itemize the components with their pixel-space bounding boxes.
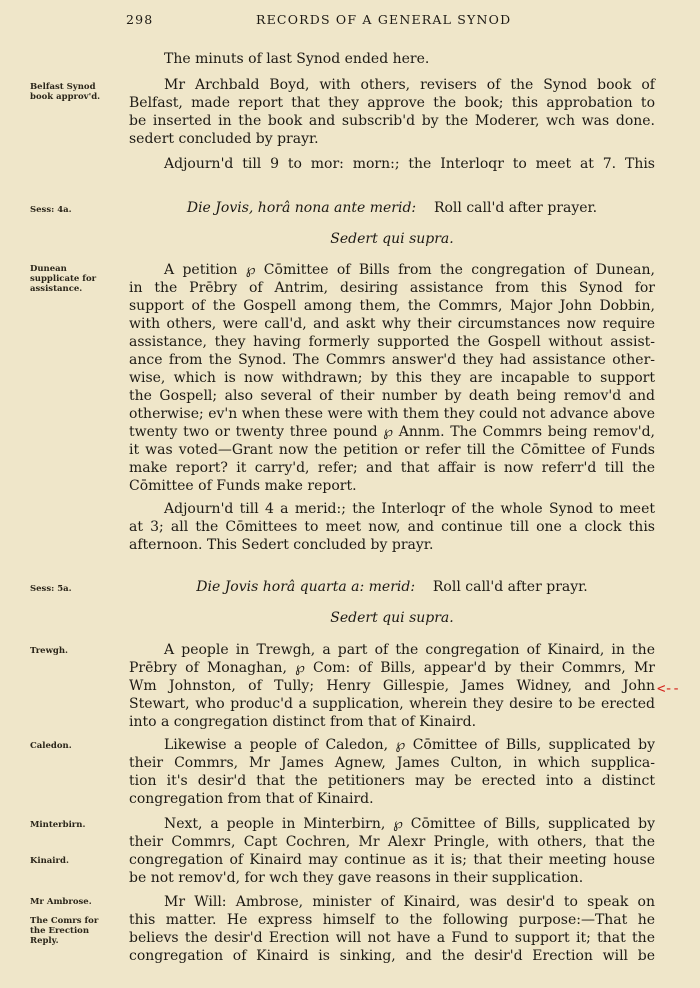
text-line: A people in Trewgh, a part of the congregation of Kinaird, in the	[164, 642, 655, 658]
text-line: Cōmittee of Funds make report.	[129, 478, 357, 494]
red-arrow-annotation: <--	[657, 681, 680, 697]
text-line: Adjourn'd till 4 a merid:; the Interloqr of the whole Synod to meet	[164, 501, 655, 517]
sederunt-heading	[129, 609, 655, 627]
session-heading-roll: Roll call'd after prayer.	[433, 200, 598, 216]
page-number: 298	[126, 12, 154, 27]
text-line: congregation of Kinaird is sinking, and the desir'd Erection will be	[129, 948, 655, 964]
session-heading-latin: Die Jovis, horâ nona ante merid:	[186, 200, 417, 216]
sederunt-text: Sedert qui supra.	[330, 610, 454, 626]
margin-note-sess4: Sess: 4a.	[30, 205, 72, 215]
text-line: twenty two or twenty three pound ℘ Annm. The Commrs being remov'd,	[129, 424, 655, 440]
text-line: A petition ℘ Cōmittee of Bills from the congregation of Dunean,	[164, 262, 655, 278]
text-line: in the Prēbry of Antrim, desiring assistance from this Synod for	[129, 280, 655, 296]
text-line: make report? it carry'd, refer; and that affair is now referr'd till the	[129, 460, 655, 476]
text-line: assistance, they having formerly supported the Gospell without assist-	[129, 334, 655, 350]
text-line: Next, a people in Minterbirn, ℘ Cōmittee of Bills, supplicated by	[164, 816, 655, 832]
text-line: with others, were call'd, and askt why their circumstances now require	[129, 316, 655, 332]
margin-note-ambrose: Mr Ambrose.	[30, 897, 92, 907]
text-line: otherwise; ev'n when these were with them they could not advance above	[129, 406, 655, 422]
text-line: be not remov'd, for wch they gave reasons in their supplication.	[129, 870, 584, 886]
session-heading	[129, 578, 655, 596]
session-heading-roll: Roll call'd after prayr.	[432, 579, 588, 595]
sederunt-text: Sedert qui supra.	[330, 231, 454, 247]
text-line: congregation from that of Kinaird.	[129, 791, 374, 807]
session-heading	[129, 199, 655, 217]
text-line: wise, which is now withdrawn; by this they are incapable to support	[129, 370, 655, 386]
text-line: at 3; all the Cōmittees to meet now, and continue till one a clock this	[129, 519, 655, 535]
text-line: their Commrs, Capt Cochren, Mr Alexr Pringle, with others, that the	[129, 834, 655, 850]
margin-note-sess5: Sess: 5a.	[30, 584, 72, 594]
text-line: Wm Johnston, of Tully; Henry Gillespie, James Widney, and John	[129, 678, 655, 694]
session-heading-latin: Die Jovis horâ quarta a: merid:	[196, 579, 416, 595]
running-title: RECORDS OF A GENERAL SYNOD	[256, 12, 512, 27]
text-line: believs the desir'd Erection will not have a Fund to support it; that the	[129, 930, 655, 946]
text-line: into a congregation distinct from that of Kinaird.	[129, 714, 477, 730]
page-header	[126, 12, 666, 34]
text-line: Mr Archbald Boyd, with others, revisers of the Synod book of	[164, 77, 655, 93]
text-line: Likewise a people of Caledon, ℘ Cōmittee of Bills, supplicated by	[164, 737, 655, 753]
text-line: it was voted—Grant now the petition or refer till the Cōmittee of Funds	[129, 442, 655, 458]
text-line: this matter. He express himself to the following purpose:—That he	[129, 912, 655, 928]
margin-note-caledon: Caledon.	[30, 741, 72, 751]
margin-note-minterbirn: Minterbirn.	[30, 820, 86, 830]
text-line: their Commrs, Mr James Agnew, James Culton, in which supplica-	[129, 755, 655, 771]
text-line: sedert concluded by prayr.	[129, 131, 319, 147]
margin-note-kinaird: Kinaird.	[30, 856, 69, 866]
sederunt-heading	[129, 230, 655, 248]
text-line: congregation of Kinaird may continue as it is; that their meeting house	[129, 852, 655, 868]
margin-note-trewgh: Trewgh.	[30, 646, 68, 656]
text-line: Adjourn'd till 9 to mor: morn:; the Interloqr to meet at 7. This	[164, 156, 655, 172]
text-line: be inserted in the book and subscrib'd by the Moderer, wch was done.	[129, 113, 655, 129]
margin-note-belfast: Belfast Synod book approv'd.	[30, 82, 101, 102]
text-line: the Gospell; also several of their number by death being remov'd and	[129, 388, 655, 404]
margin-note-dunean: Dunean supplicate for assistance.	[30, 264, 97, 294]
text-line: Stewart, who produc'd a supplication, wherein they desire to be erected	[129, 696, 655, 712]
text-line: support of the Gospell among them, the Commrs, Major John Dobbin,	[129, 298, 655, 314]
text-line: Mr Will: Ambrose, minister of Kinaird, was desir'd to speak on	[164, 894, 655, 910]
text-line: ance from the Synod. The Commrs answer'd they had assistance other-	[129, 352, 655, 368]
text-line: afternoon. This Sedert concluded by prayr.	[129, 537, 434, 553]
text-line: Belfast, made report that they approve the book; this approbation to	[129, 95, 655, 111]
text-line: Prēbry of Monaghan, ℘ Com: of Bills, appear'd by their Commrs, Mr	[129, 660, 655, 676]
text-line: The minuts of last Synod ended here.	[164, 51, 430, 67]
text-line: tion it's desir'd that the petitioners may be erected into a distinct	[129, 773, 655, 789]
margin-note-erection-reply: The Comrs for the Erection Reply.	[30, 916, 99, 946]
